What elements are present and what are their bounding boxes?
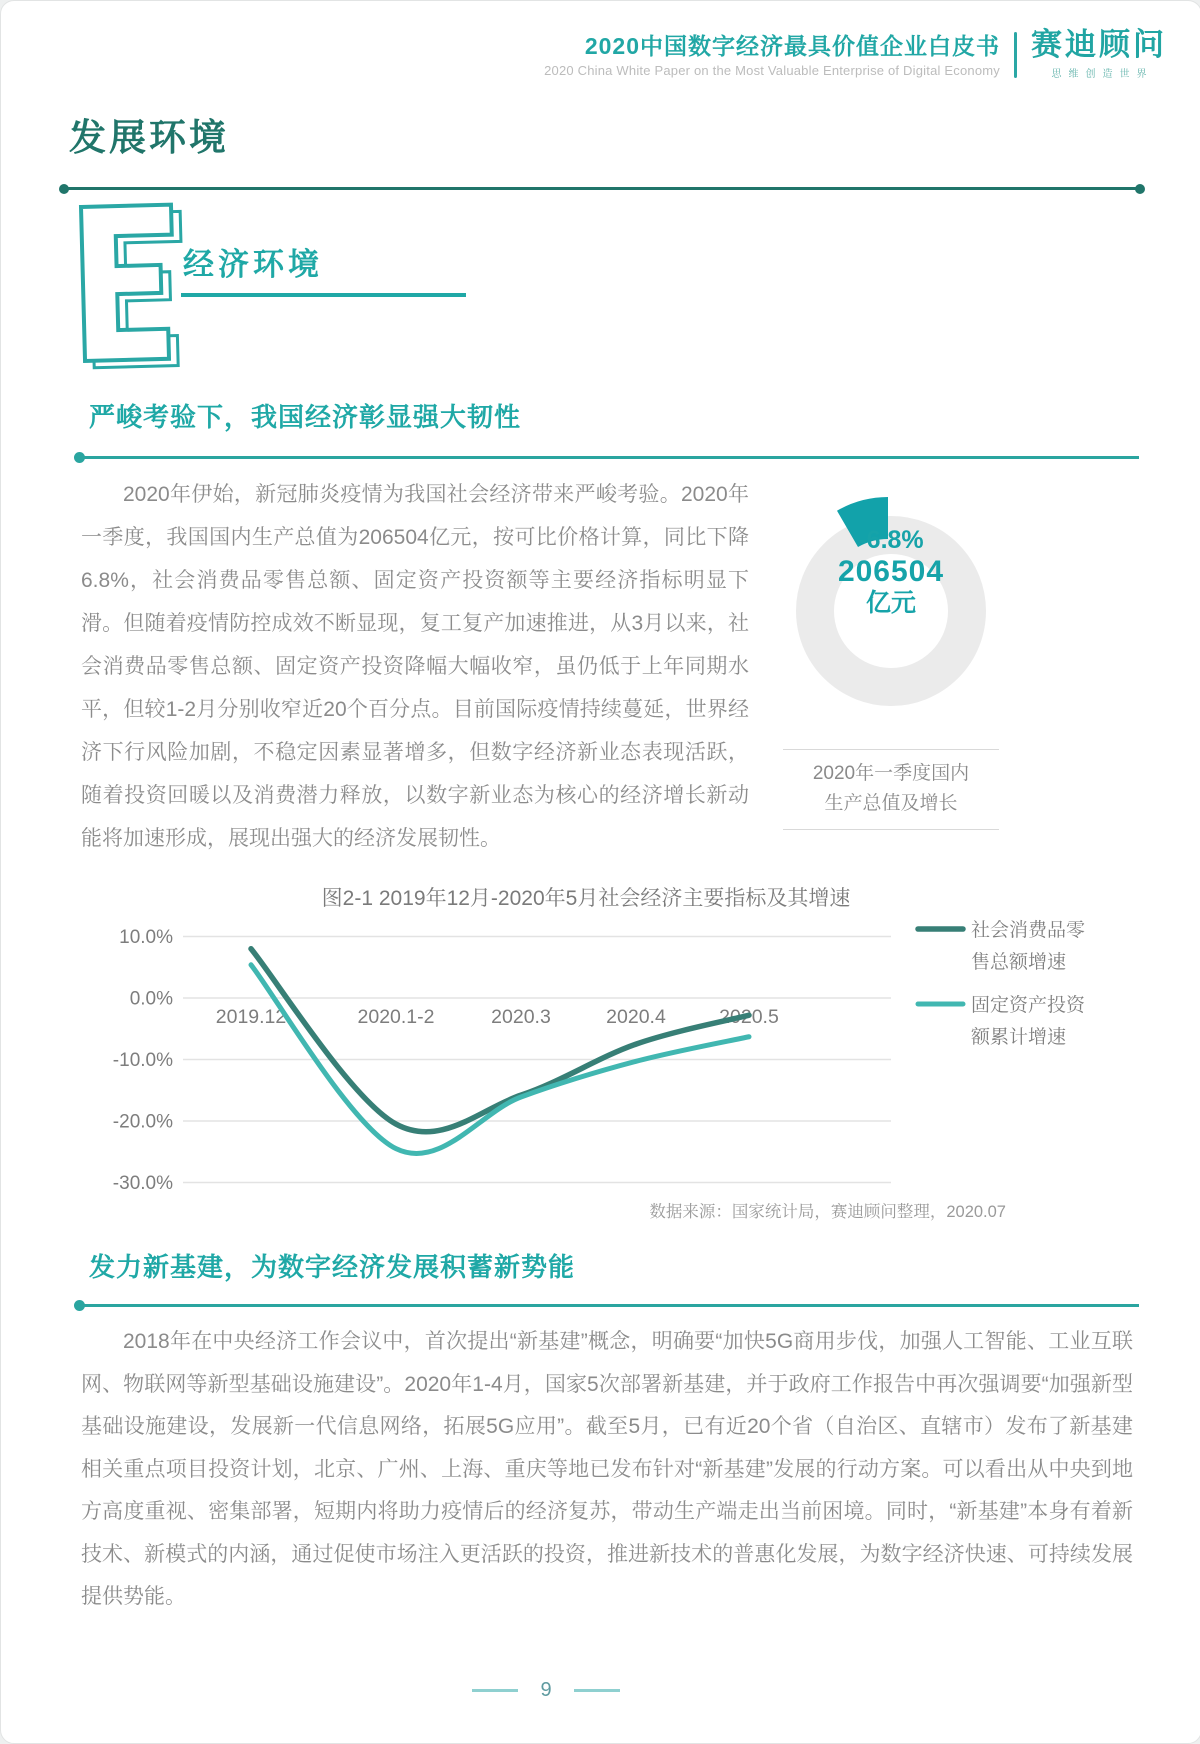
y-axis-labels — [113, 927, 173, 1194]
y-tick: -30.0% — [112, 1173, 173, 1194]
footer-dash-left — [472, 1689, 518, 1692]
data-source-note: 数据来源：国家统计局，赛迪顾问整理，2020.07 — [649, 1203, 1006, 1221]
legend-label: 固定资产投资 — [971, 995, 1086, 1016]
line-series-retail — [251, 949, 749, 1132]
y-tick: -10.0% — [112, 1050, 173, 1071]
section-title: 发展环境 — [69, 117, 229, 158]
y-tick: -20.0% — [112, 1111, 173, 1133]
x-tick: 2020.5 — [719, 1006, 779, 1028]
line-chart-figure — [91, 873, 1111, 1229]
x-tick: 2020.3 — [491, 1006, 551, 1028]
donut-caption — [783, 749, 999, 830]
chart-gridlines — [183, 937, 891, 1183]
subsection1-heading: 严峻考验下，我国经济彰显强大韧性 — [89, 402, 522, 432]
y-tick: 10.0% — [119, 927, 173, 948]
gdp-value: 206504 — [837, 555, 945, 588]
header-titles — [544, 32, 1000, 78]
subsection2-paragraph: 2018年在中央经济工作会议中，首次提出“新基建”概念，明确要“加快5G商用步伐，加强人工智能、工业互联网、物联网等新型基础设施建设”。2020年1-4月，国家5次部署新基建，并于政府工作报告中再次强调要“加强新型基础设施建设，发展新一代信息网络，拓展5G应用”。截至5月，已有近20个省（自治区、直辖市）发布了新基建相关重点项目投资计划，北京、广州、上海、重庆等地已发布针对“新基建”发展的行动方案。可以看出从中央到地方高度重视、密集部署，短期内将助力疫情后的经济复苏，带动生产端走出当前困境。同时，“新基建”本身有着新技术、新模式的内涵，通过促使市场注入更活跃的投资，推进新技术的普惠化发展，为数字经济快速、可持续发展提供势能。 — [81, 1330, 1133, 1608]
page-footer — [1, 1679, 1091, 1702]
x-tick: 2020.4 — [606, 1006, 666, 1028]
y-tick: 0.0% — [129, 988, 173, 1010]
subsection1-rule — [77, 456, 1139, 459]
logo-tagline: 思维创造世界 — [1051, 69, 1154, 80]
gdp-unit: 亿元 — [865, 589, 916, 617]
page-number: 9 — [540, 1679, 552, 1701]
section-rule — [63, 187, 1141, 190]
legend-label: 社会消费品零 — [971, 920, 1086, 941]
gdp-growth-rate: -6.8% — [858, 526, 924, 554]
document-title-en: 2020 China White Paper on the Most Valuable Enterprise of Digital Economy — [544, 62, 1000, 78]
chapter-title: 经济环境 — [183, 247, 323, 282]
subsection1-paragraph: 2020年伊始，新冠肺炎疫情为我国社会经济带来严峻考验。2020年一季度，我国国内生产总值为206504亿元，按可比价格计算，同比下降6.8%，社会消费品零售总额、固定资产投资额等主要经济指标明显下滑。但随着疫情防控成效不断显现，复工复产加速推进，从3月以来，社会消费品零售总额、固定资产投资降幅大幅收窄，虽仍低于上年同期水平，但较1-2月分别收窄近20个百分点。目前国际疫情持续蔓延，世界经济下行风险加剧，不稳定因素显著增多，但数字经济新业态表现活跃，随着投资回暖以及消费潜力释放，以数字新业态为核心的经济增长新动能将加速形成，展现出强大的经济发展韧性。 — [81, 483, 749, 850]
document-title: 2020中国数字经济最具价值企业白皮书 — [584, 32, 1000, 59]
company-logo — [1031, 29, 1167, 80]
donut-caption-line2: 生产总值及增长 — [824, 793, 958, 814]
subsection2-heading: 发力新基建，为数字经济发展积蓄新势能 — [89, 1252, 576, 1282]
legend-label: 额累计增速 — [971, 1027, 1067, 1048]
legend-label: 售总额增速 — [971, 952, 1067, 973]
page-header — [544, 29, 1167, 80]
x-tick: 2019.12 — [215, 1006, 287, 1028]
donut-caption-line1: 2020年一季度国内 — [812, 763, 970, 784]
footer-dash-right — [574, 1689, 620, 1692]
subsection2-rule — [77, 1304, 1139, 1307]
chart-legend — [918, 919, 1086, 1048]
x-tick: 2020.1-2 — [357, 1006, 435, 1028]
chapter-letter-icon — [73, 199, 195, 375]
chart-title: 图2-1 2019年12月-2020年5月社会经济主要指标及其增速 — [321, 887, 851, 910]
chapter-title-underline — [181, 293, 466, 297]
logo-text: 赛迪顾问 — [1031, 27, 1167, 62]
header-divider — [1014, 32, 1017, 78]
gdp-figures — [791, 525, 991, 617]
